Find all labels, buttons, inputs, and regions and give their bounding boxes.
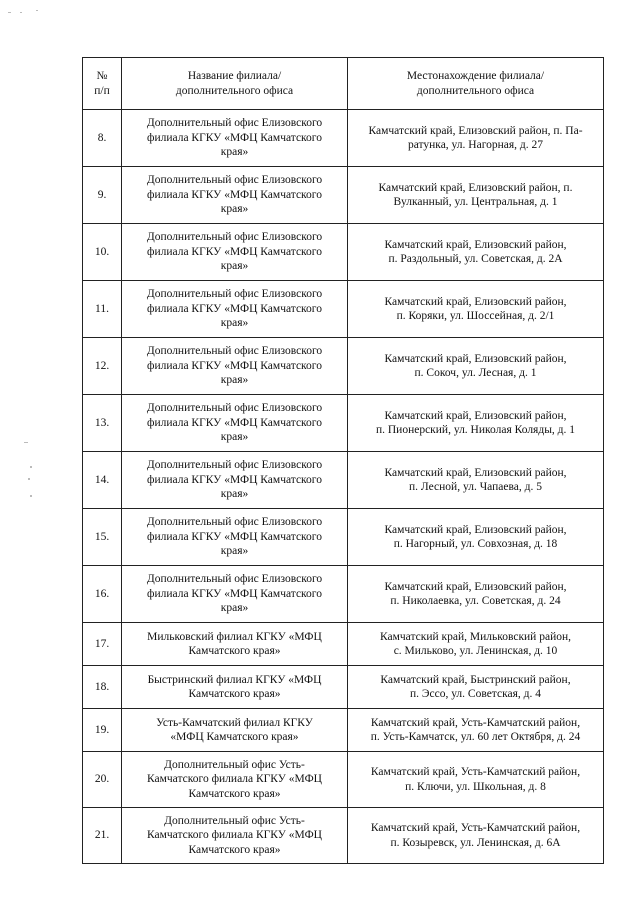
branch-location: Камчатский край, Елизовский район, п. Николаевка, ул. Советская, д. 24 xyxy=(348,566,604,623)
scan-mark xyxy=(24,442,28,443)
branch-name: Дополнительный офис Елизовского филиала КГКУ «МФЦ Камчатского края» xyxy=(122,566,348,623)
row-number: 20. xyxy=(83,752,122,808)
branch-location: Камчатский край, Елизовский район, п. Раздольный, ул. Советская, д. 2А xyxy=(348,224,604,281)
branch-name: Дополнительный офис Елизовского филиала КГКУ «МФЦ Камчатского края» xyxy=(122,452,348,509)
table-row xyxy=(83,509,604,566)
scan-mark xyxy=(30,495,32,497)
header-name: Название филиала/ дополнительного офиса xyxy=(122,58,348,110)
branch-location: Камчатский край, Елизовский район, п. Сокоч, ул. Лесная, д. 1 xyxy=(348,338,604,395)
row-number: 12. xyxy=(83,338,122,395)
branch-location: Камчатский край, Быстринский район, п. Эссо, ул. Советская, д. 4 xyxy=(348,666,604,709)
table-row xyxy=(83,110,604,167)
branch-name: Мильковский филиал КГКУ «МФЦ Камчатского края» xyxy=(122,623,348,666)
table-row xyxy=(83,452,604,509)
table-row xyxy=(83,395,604,452)
row-number: 9. xyxy=(83,167,122,224)
table-row xyxy=(83,709,604,752)
branch-name: Дополнительный офис Усть- Камчатского филиала КГКУ «МФЦ Камчатского края» xyxy=(122,808,348,864)
branch-location: Камчатский край, Усть-Камчатский район, п. Ключи, ул. Школьная, д. 8 xyxy=(348,752,604,808)
scan-mark xyxy=(30,466,32,468)
branch-location: Камчатский край, Елизовский район, п. Па- ратунка, ул. Нагорная, д. 27 xyxy=(348,110,604,167)
row-number: 13. xyxy=(83,395,122,452)
branch-name: Дополнительный офис Елизовского филиала КГКУ «МФЦ Камчатского края» xyxy=(122,167,348,224)
row-number: 18. xyxy=(83,666,122,709)
row-number: 17. xyxy=(83,623,122,666)
row-number: 16. xyxy=(83,566,122,623)
header-location: Местонахождение филиала/ дополнительного офиса xyxy=(348,58,604,110)
branch-location: Камчатский край, Елизовский район, п. Пионерский, ул. Николая Коляды, д. 1 xyxy=(348,395,604,452)
table-row xyxy=(83,224,604,281)
table-row xyxy=(83,623,604,666)
branch-name: Дополнительный офис Елизовского филиала КГКУ «МФЦ Камчатского края» xyxy=(122,338,348,395)
table-row xyxy=(83,666,604,709)
row-number: 21. xyxy=(83,808,122,864)
table-header-row xyxy=(83,58,604,110)
table-row xyxy=(83,281,604,338)
table-row xyxy=(83,566,604,623)
branches-table xyxy=(82,57,604,864)
scan-mark xyxy=(36,10,38,11)
branch-location: Камчатский край, Мильковский район, с. Мильково, ул. Ленинская, д. 10 xyxy=(348,623,604,666)
row-number: 15. xyxy=(83,509,122,566)
branch-location: Камчатский край, Елизовский район, п. Коряки, ул. Шоссейная, д. 2/1 xyxy=(348,281,604,338)
table-body xyxy=(83,110,604,864)
branch-name: Дополнительный офис Елизовского филиала КГКУ «МФЦ Камчатского края» xyxy=(122,509,348,566)
branch-name: Быстринский филиал КГКУ «МФЦ Камчатского края» xyxy=(122,666,348,709)
table-row xyxy=(83,338,604,395)
table-row xyxy=(83,167,604,224)
row-number: 19. xyxy=(83,709,122,752)
branch-name: Дополнительный офис Елизовского филиала КГКУ «МФЦ Камчатского края» xyxy=(122,395,348,452)
branch-location: Камчатский край, Елизовский район, п. Лесной, ул. Чапаева, д. 5 xyxy=(348,452,604,509)
branch-name: Дополнительный офис Елизовского филиала КГКУ «МФЦ Камчатского края» xyxy=(122,110,348,167)
row-number: 11. xyxy=(83,281,122,338)
header-number: № п/п xyxy=(83,58,122,110)
branch-location: Камчатский край, Усть-Камчатский район, п. Усть-Камчатск, ул. 60 лет Октября, д. 24 xyxy=(348,709,604,752)
branch-name: Дополнительный офис Усть- Камчатского филиала КГКУ «МФЦ Камчатского края» xyxy=(122,752,348,808)
branch-name: Усть-Камчатский филиал КГКУ «МФЦ Камчатского края» xyxy=(122,709,348,752)
row-number: 14. xyxy=(83,452,122,509)
branch-name: Дополнительный офис Елизовского филиала КГКУ «МФЦ Камчатского края» xyxy=(122,224,348,281)
branch-location: Камчатский край, Елизовский район, п. Вулканный, ул. Центральная, д. 1 xyxy=(348,167,604,224)
scan-mark xyxy=(28,478,30,480)
row-number: 10. xyxy=(83,224,122,281)
branch-location: Камчатский край, Елизовский район, п. Нагорный, ул. Совхозная, д. 18 xyxy=(348,509,604,566)
scan-mark xyxy=(20,12,22,13)
table-row xyxy=(83,752,604,808)
scan-mark xyxy=(8,12,11,13)
table-row xyxy=(83,808,604,864)
row-number: 8. xyxy=(83,110,122,167)
branch-name: Дополнительный офис Елизовского филиала КГКУ «МФЦ Камчатского края» xyxy=(122,281,348,338)
branch-location: Камчатский край, Усть-Камчатский район, п. Козыревск, ул. Ленинская, д. 6А xyxy=(348,808,604,864)
